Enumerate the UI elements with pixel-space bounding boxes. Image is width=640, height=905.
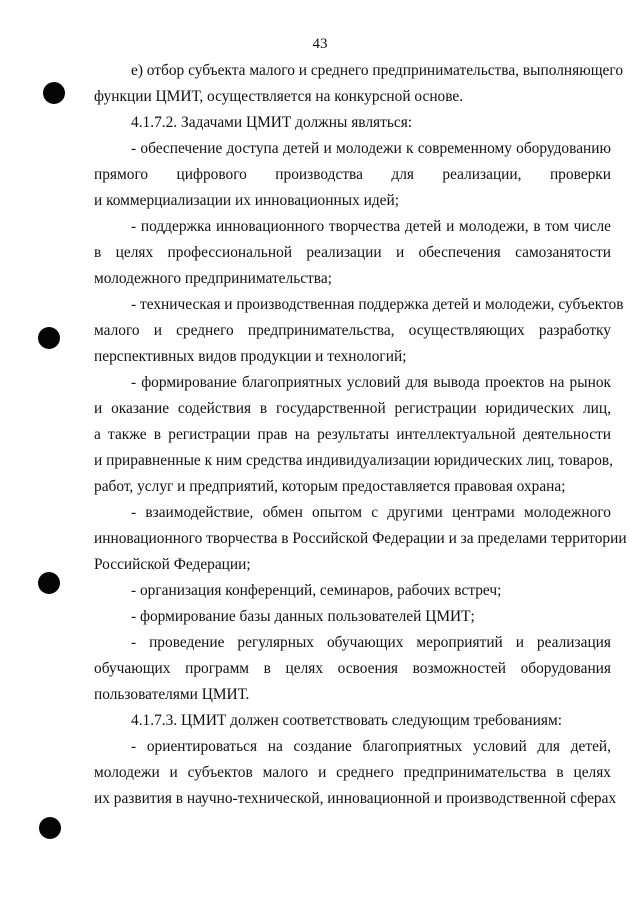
text-line: - формирование базы данных пользователей ЦМИТ; — [131, 608, 475, 625]
text-line: перспективных видов продукции и технологий; — [94, 348, 407, 365]
text-line: пользователями ЦМИТ. — [94, 686, 250, 703]
document-body — [94, 58, 627, 812]
text-line: молодежного предпринимательства; — [94, 270, 332, 287]
text-line: - проведение регулярных обучающих мероприятий и реализация — [131, 634, 611, 651]
text-line: инновационного творчества в Российской Федерации и за пределами территории — [94, 530, 627, 547]
page-number: 43 — [312, 36, 328, 52]
text-line: - организация конференций, семинаров, рабочих встреч; — [131, 582, 502, 599]
text-line: их развития в научно-технической, инновационной и производственной сферах — [94, 790, 617, 807]
text-line: и коммерциализации их инновационных идей; — [94, 192, 400, 209]
text-line: - техническая и производственная поддержка детей и молодежи, субъектов — [131, 296, 624, 313]
text-line: в целях профессиональной реализации и обеспечения самозанятости — [94, 244, 611, 261]
section-heading: 4.1.7.2. Задачами ЦМИТ должны являться: — [131, 114, 413, 131]
punch-hole — [38, 327, 60, 349]
section-heading: 4.1.7.3. ЦМИТ должен соответствовать следующим требованиям: — [131, 712, 562, 729]
text-line: молодежи и субъектов малого и среднего предпринимательства в целях — [94, 764, 611, 781]
punch-hole — [43, 82, 65, 104]
punch-hole — [38, 572, 60, 594]
text-line: и приравненные к ним средства индивидуализации юридических лиц, товаров, — [94, 452, 613, 469]
text-line: е) отбор субъекта малого и среднего предпринимательства, выполняющего — [131, 62, 624, 79]
text-line: малого и среднего предпринимательства, осуществляющих разработку — [94, 322, 611, 339]
text-line: работ, услуг и предприятий, которым предоставляется правовая охрана; — [94, 478, 566, 495]
text-line: - поддержка инновационного творчества детей и молодежи, в том числе — [131, 218, 611, 235]
text-line: функции ЦМИТ, осуществляется на конкурсной основе. — [94, 88, 464, 105]
text-line: - ориентироваться на создание благоприятных условий для детей, — [131, 738, 611, 755]
text-line: - обеспечение доступа детей и молодежи к современному оборудованию — [131, 140, 611, 157]
text-line: обучающих программ в целях освоения возможностей оборудования — [94, 660, 611, 677]
punch-hole — [39, 817, 61, 839]
text-line: прямого цифрового производства для реализации, проверки — [94, 166, 611, 183]
text-line: и оказание содействия в государственной регистрации юридических лиц, — [94, 400, 611, 417]
text-line: - взаимодействие, обмен опытом с другими центрами молодежного — [131, 504, 611, 521]
text-line: Российской Федерации; — [94, 556, 251, 573]
text-line: - формирование благоприятных условий для вывода проектов на рынок — [131, 374, 611, 391]
text-line: а также в регистрации прав на результаты интеллектуальной деятельности — [94, 426, 611, 443]
